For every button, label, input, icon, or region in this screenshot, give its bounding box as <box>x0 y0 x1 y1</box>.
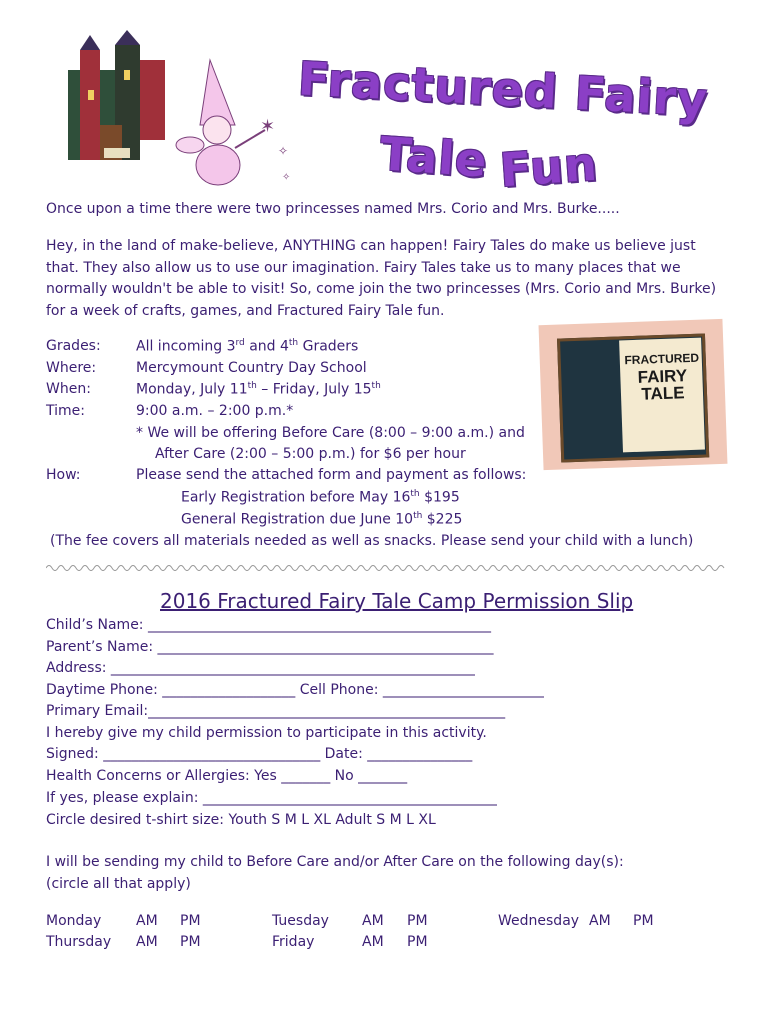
address-field[interactable]: Address: ____________________________________________________ <box>46 660 475 676</box>
wednesday-pm[interactable]: PM <box>633 913 654 929</box>
svg-text:✧: ✧ <box>278 144 289 158</box>
when-sup: th <box>371 381 381 391</box>
grades-value <box>136 338 358 355</box>
signature-date-field[interactable]: Signed: _______________________________ Date: _______________ <box>46 746 473 762</box>
care-note-line1: * We will be offering Before Care (8:00 – 9:00 a.m.) and <box>136 425 525 441</box>
where-label: Where: <box>46 360 97 376</box>
page-title-line1: Fractured Fairy <box>296 51 710 127</box>
intro-line: Hey, in the land of make-believe, ANYTHING can happen! Fairy Tales do make us believe just <box>46 238 696 254</box>
time-value: 9:00 a.m. – 2:00 p.m.* <box>136 403 294 419</box>
phone-fields[interactable]: Daytime Phone: ___________________ Cell Phone: _______________________ <box>46 682 544 698</box>
when-text: Monday, July 11 <box>136 381 248 398</box>
grades-text: Graders <box>298 338 359 355</box>
intro-line: for a week of crafts, games, and Fractured Fairy Tale fun. <box>46 302 445 319</box>
tuesday-pm[interactable]: PM <box>407 913 428 929</box>
thursday-pm[interactable]: PM <box>180 934 201 950</box>
day-tuesday: Tuesday <box>272 913 329 929</box>
grades-text: All incoming 3 <box>136 338 236 355</box>
castle-wizard-illustration <box>60 30 310 195</box>
svg-text:✧: ✧ <box>282 172 291 183</box>
general-price: $225 <box>422 511 463 528</box>
explain-field[interactable]: If yes, please explain: __________________________________________ <box>46 790 497 806</box>
monday-am[interactable]: AM <box>136 913 158 929</box>
fee-note: (The fee covers all materials needed as well as snacks. Please send your child with a lunch) <box>50 533 694 549</box>
grades-text: and 4 <box>244 338 289 355</box>
thursday-am[interactable]: AM <box>136 934 158 950</box>
day-thursday: Thursday <box>46 934 112 950</box>
health-concerns-field[interactable]: Health Concerns or Allergies: Yes _______ No _______ <box>46 768 408 784</box>
monday-pm[interactable]: PM <box>180 913 201 929</box>
early-price: $195 <box>419 489 460 506</box>
early-registration <box>181 489 460 506</box>
day-friday: Friday <box>272 934 315 950</box>
svg-text:✶: ✶ <box>260 116 276 137</box>
page-title-line2b: Fun <box>498 136 600 198</box>
wednesday-am[interactable]: AM <box>589 913 611 929</box>
when-label: When: <box>46 381 91 397</box>
circle-note: (circle all that apply) <box>46 876 191 892</box>
slip-title: 2016 Fractured Fairy Tale Camp Permission Slip <box>160 589 634 613</box>
book-title <box>622 350 704 404</box>
page-title-line2a: Tale <box>378 126 490 188</box>
email-field[interactable]: Primary Email:___________________________________________________ <box>46 703 506 719</box>
intro-paragraph <box>46 236 746 322</box>
grades-label: Grades: <box>46 338 101 354</box>
wavy-divider <box>46 563 730 573</box>
book-title-line3: TALE <box>641 383 685 404</box>
grades-sup: rd <box>235 338 245 348</box>
how-label: How: <box>46 467 81 483</box>
book-title-line1: FRACTURED <box>624 350 700 368</box>
child-name-field[interactable]: Child’s Name: _________________________________________________ <box>46 617 491 633</box>
when-value <box>136 381 381 398</box>
grades-sup: th <box>288 338 299 348</box>
time-label: Time: <box>46 403 85 419</box>
parent-name-field[interactable]: Parent’s Name: ________________________________________________ <box>46 639 494 655</box>
permission-statement: I hereby give my child permission to participate in this activity. <box>46 725 487 741</box>
intro-opening: Once upon a time there were two princesses named Mrs. Corio and Mrs. Burke..... <box>46 201 620 217</box>
day-monday: Monday <box>46 913 102 929</box>
friday-pm[interactable]: PM <box>407 934 428 950</box>
intro-line: normally wouldn't be able to visit! So, come join the two princesses (Mrs. Corio and Mrs. Burke) <box>46 281 717 297</box>
early-text: Early Registration before May 16 <box>181 489 411 506</box>
when-text: – Friday, July 15 <box>256 381 372 398</box>
care-note-line2: After Care (2:00 – 5:00 p.m.) for $6 per hour <box>155 446 466 462</box>
general-sup: th <box>413 511 423 521</box>
intro-line: that. They also allow us to use our imagination. Fairy Tales take us to many places that we <box>46 259 681 276</box>
book-title-line2: FAIRY <box>637 366 688 387</box>
when-sup: th <box>247 381 257 391</box>
care-request-text: I will be sending my child to Before Care and/or After Care on the following day(s): <box>46 854 624 870</box>
tuesday-am[interactable]: AM <box>362 913 384 929</box>
tshirt-size-field[interactable]: Circle desired t-shirt size: Youth S M L XL Adult S M L XL <box>46 812 436 828</box>
fairy-tale-book-image <box>539 319 728 470</box>
day-wednesday: Wednesday <box>498 913 580 929</box>
early-sup: th <box>410 489 420 499</box>
where-value: Mercymount Country Day School <box>136 360 367 376</box>
general-text: General Registration due June 10 <box>181 511 414 528</box>
how-value: Please send the attached form and payment as follows: <box>136 467 527 483</box>
friday-am[interactable]: AM <box>362 934 384 950</box>
general-registration <box>181 511 462 528</box>
